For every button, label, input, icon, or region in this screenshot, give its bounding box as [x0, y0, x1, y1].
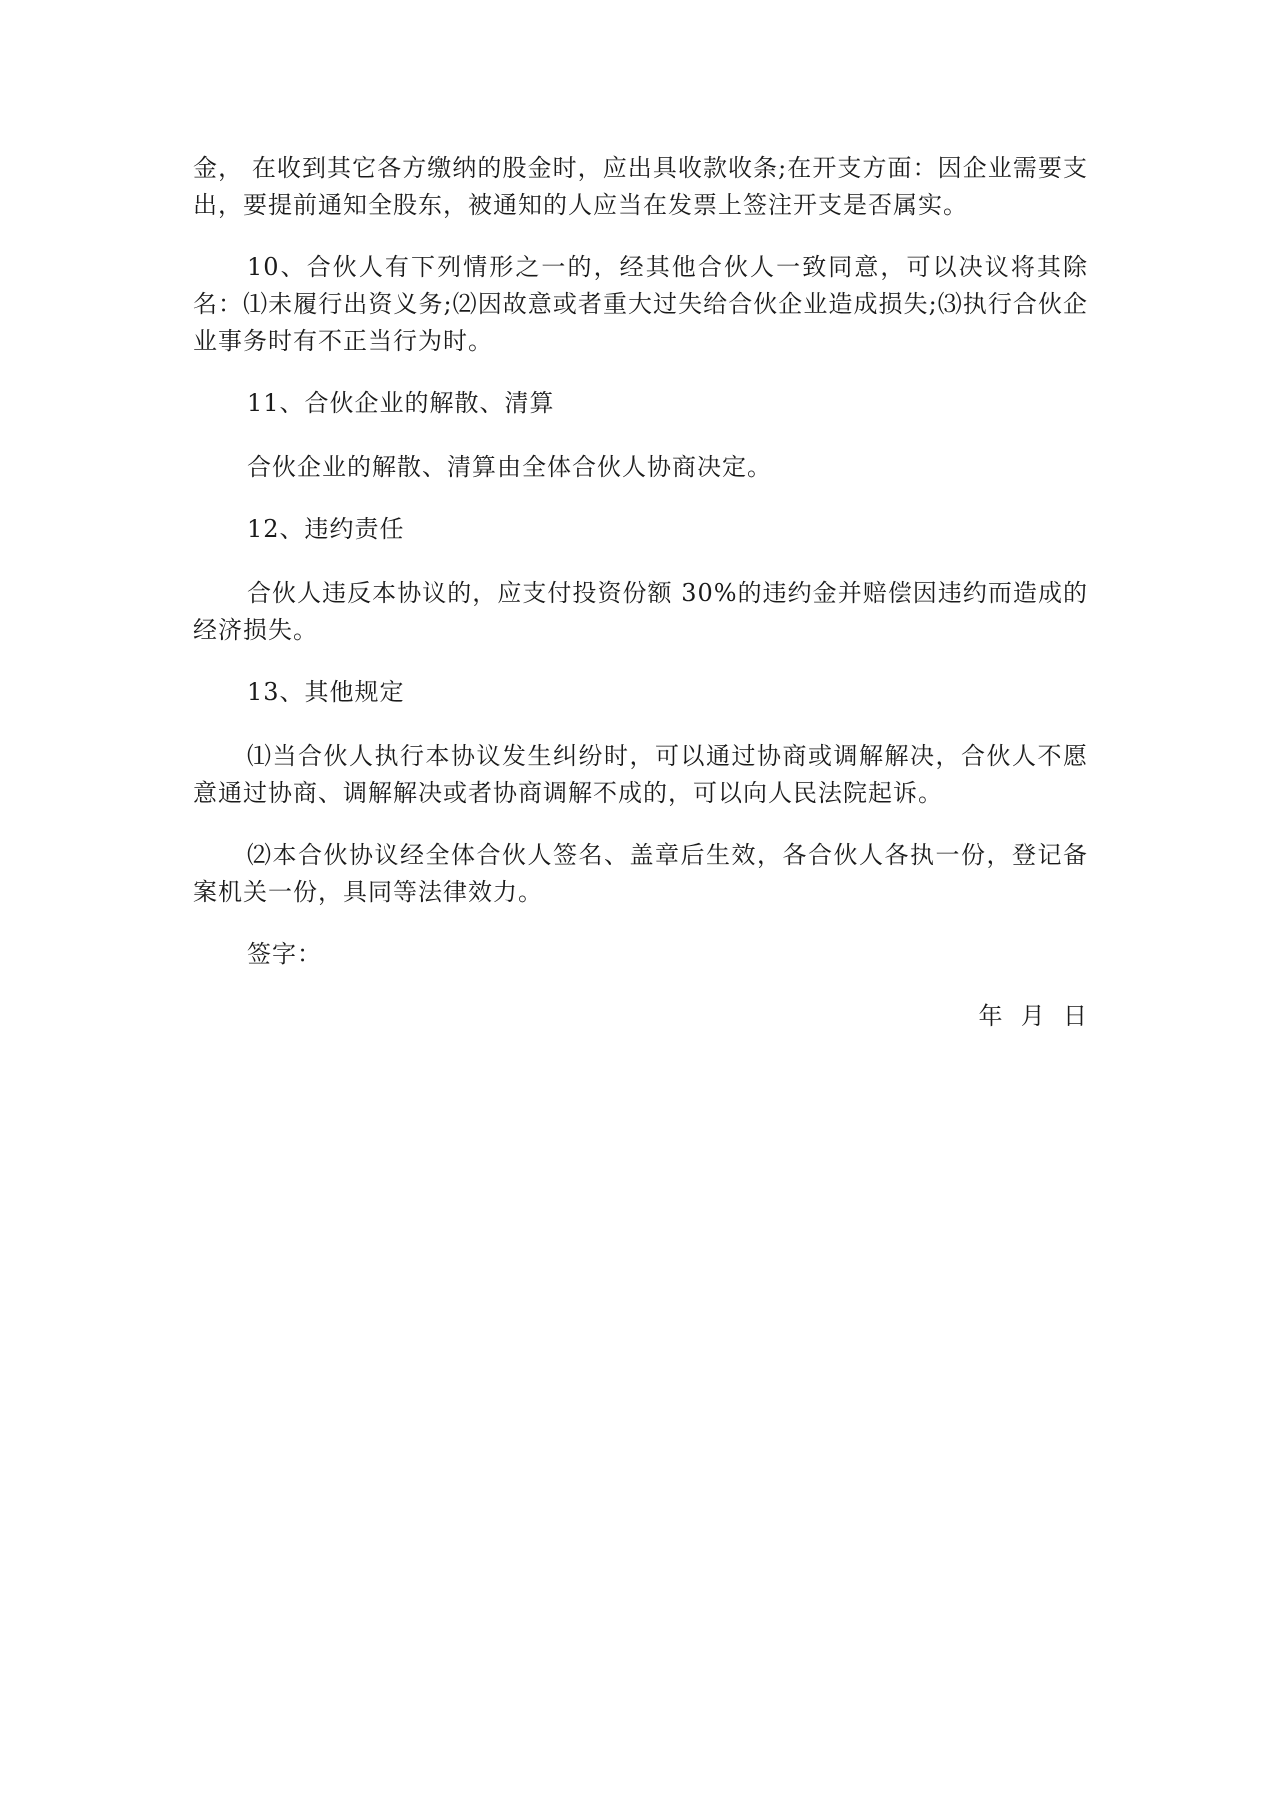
date-line: 年 月 日: [978, 1002, 1088, 1030]
paragraph-dispute-resolution: ⑴当合伙人执行本协议发生纠纷时，可以通过协商或调解解决，合伙人不愿意通过协商、调解解决或者协商调解不成的，可以向人民法院起诉。: [193, 742, 1088, 807]
paragraph-funds-expenses: 金， 在收到其它各方缴纳的股金时，应出具收款收条;在开支方面：因企业需要支出，要提前通知全股东，被通知的人应当在发票上签注开支是否属实。: [193, 154, 1088, 219]
paragraph-effectiveness: ⑵本合伙协议经全体合伙人签名、盖章后生效，各合伙人各执一份，登记备案机关一份，具同等法律效力。: [193, 841, 1088, 906]
paragraph-dissolution: 合伙企业的解散、清算由全体合伙人协商决定。: [247, 453, 772, 481]
heading-clause-12: 12、违约责任: [247, 515, 405, 543]
heading-clause-13: 13、其他规定: [247, 678, 405, 706]
paragraph-breach-liability: 合伙人违反本协议的，应支付投资份额 30%的违约金并赔偿因违约而造成的经济损失。: [193, 579, 1088, 644]
paragraph-clause-10-removal: 10、合伙人有下列情形之一的，经其他合伙人一致同意，可以决议将其除名：⑴未履行出资义务;⑵因故意或者重大过失给合伙企业造成损失;⑶执行合伙企业事务时有不正当行为时。: [193, 253, 1088, 355]
heading-clause-11: 11、合伙企业的解散、清算: [247, 389, 555, 417]
signature-label: 签字：: [247, 940, 322, 968]
document-body: [193, 150, 1088, 1035]
